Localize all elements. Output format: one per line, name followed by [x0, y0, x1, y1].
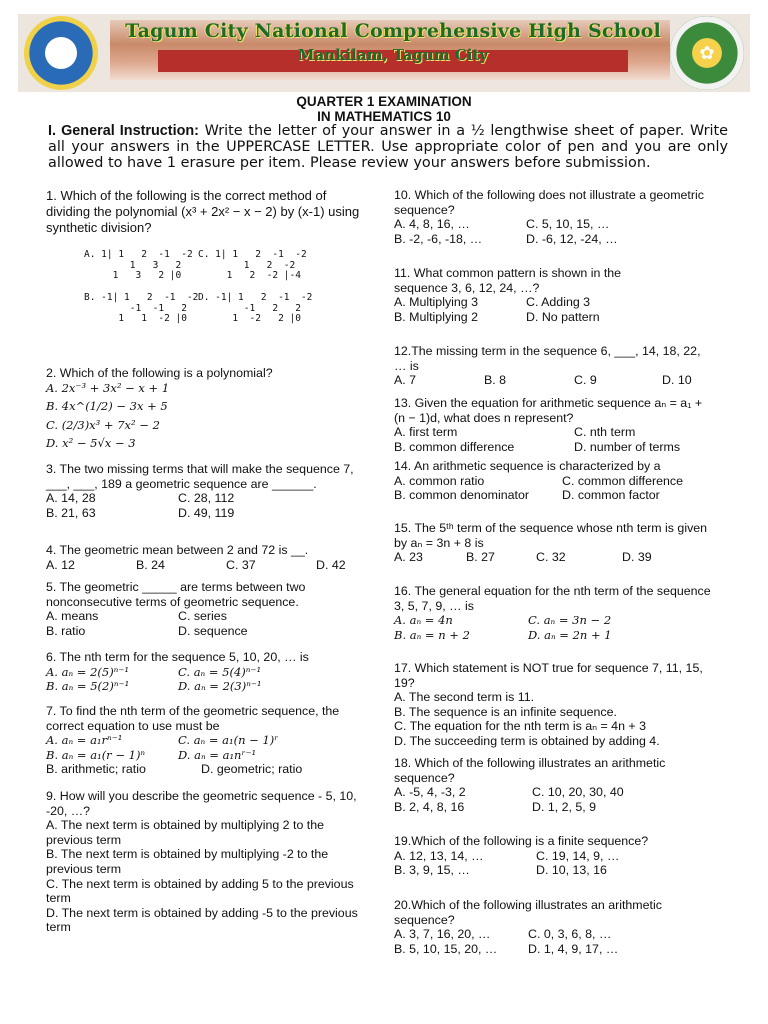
option-d: D. aₙ = 2(3)ⁿ⁻¹ [178, 679, 262, 694]
option-c: C. 0, 3, 6, 8, … [528, 927, 612, 942]
option-a: A. The next term is obtained by multiplying 2 to the previous term [46, 818, 325, 847]
question-stem: 10. Which of the following does not illustrate a geometric sequence? [394, 188, 704, 217]
question-stem: 12.The missing term in the sequence 6, ___, 14, 18, 22, … is [394, 344, 701, 373]
question-stem: 7. To find the nth term of the geometric sequence, the correct equation to use must be [46, 704, 340, 733]
option-d: D. aₙ = a₁nʳ⁻¹ [178, 747, 257, 762]
school-seal-icon: ✿ [670, 16, 744, 90]
option-b: B. aₙ = a₁(r − 1)ⁿ [46, 747, 146, 762]
question-2 [46, 366, 366, 451]
option-c: C. 5, 10, 15, … [526, 217, 610, 232]
option-c: C. The equation for the nth term is aₙ = 4n + 3 [394, 719, 646, 734]
option-c: C. series [178, 609, 227, 624]
option-c: C. 9 [574, 373, 597, 388]
option-d: D. 49, 119 [178, 505, 235, 520]
question-17 [394, 661, 712, 749]
header-banner [18, 14, 750, 92]
question-stem: 5. The geometric _____ are terms between two nonconsecutive terms of geometric sequence. [46, 580, 306, 609]
extra-option-b: B. arithmetic; ratio [46, 762, 146, 777]
option-a: A. 2x⁻³ + 3x² − x + 1 [46, 380, 170, 395]
question-6 [46, 650, 356, 694]
question-10 [394, 188, 714, 246]
option-c: C. nth term [574, 425, 636, 440]
option-b: B. 8 [484, 373, 507, 388]
question-5 [46, 580, 346, 638]
option-d: D. 1, 2, 5, 9 [532, 799, 597, 814]
question-stem: 1. Which of the following is the correct method of dividing the polynomial (x³ + 2x² − x − 2) by (x-1) using synthetic division? [46, 188, 360, 235]
option-a: A. aₙ = 4n [394, 613, 453, 628]
option-c: C. aₙ = a₁(n − 1)ʳ [178, 733, 279, 748]
option-b: B. 5, 10, 15, 20, … [394, 941, 498, 956]
option-d: D. -6, 12, -24, … [526, 231, 618, 246]
question-19 [394, 834, 712, 878]
question-stem: 16. The general equation for the nth term of the sequence 3, 5, 7, 9, … is [394, 584, 711, 613]
option-c: C. 28, 112 [178, 491, 235, 506]
extra-option-d: D. geometric; ratio [201, 762, 303, 777]
option-b: B. common denominator [394, 488, 529, 503]
question-stem: 19.Which of the following is a finite sequence? [394, 834, 649, 848]
option-a: A. aₙ = 2(5)ⁿ⁻¹ [46, 664, 130, 679]
option-c: C. The next term is obtained by adding 5 to the previous term [46, 876, 354, 906]
option-c: C. 19, 14, 9, … [536, 848, 620, 863]
question-stem: 18. Which of the following illustrates an arithmetic sequence? [394, 756, 666, 785]
option-c: C. aₙ = 5(4)ⁿ⁻¹ [178, 664, 262, 679]
option-c: C. common difference [562, 473, 683, 488]
option-d: D. aₙ = 2n + 1 [528, 627, 612, 642]
question-18 [394, 756, 700, 814]
question-13 [394, 396, 712, 454]
option-d: D. 42 [316, 557, 346, 572]
option-d: D. 39 [622, 550, 652, 565]
question-stem: 6. The nth term for the sequence 5, 10, 20, … is [46, 650, 309, 664]
option-b: B. aₙ = 5(2)ⁿ⁻¹ [46, 679, 130, 694]
option-a: A. 4, 8, 16, … [394, 217, 470, 232]
question-stem: 20.Which of the following illustrates an arithmetic sequence? [394, 898, 662, 927]
option-d: D. number of terms [574, 439, 681, 454]
question-20 [394, 898, 700, 956]
option-b: B. The next term is obtained by multiplying -2 to the previous term [46, 847, 329, 876]
option-c: C. (2/3)x³ + 7x² − 2 [46, 417, 160, 432]
question-stem: 15. The 5ᵗʰ term of the sequence whose nth term is given by aₙ = 3n + 8 is [394, 521, 708, 550]
synthetic-division-option-c: C. 1| 1 2 -1 -2 1 2 -2 1 2 -2 |-4 [198, 249, 307, 281]
question-stem: 14. An arithmetic sequence is characterized by a [394, 459, 661, 473]
option-b: B. aₙ = n + 2 [394, 627, 470, 642]
option-b: B. The sequence is an infinite sequence. [394, 704, 617, 719]
option-d: D. 10, 13, 16 [536, 863, 607, 878]
option-b: B. 24 [136, 557, 165, 572]
question-16 [394, 584, 712, 642]
option-a: A. common ratio [394, 473, 485, 488]
option-d: D. No pattern [526, 309, 600, 324]
option-d: D. sequence [178, 623, 248, 638]
question-11 [394, 266, 664, 324]
exam-title: QUARTER 1 EXAMINATION [296, 94, 472, 109]
question-stem: 11. What common pattern is shown in the sequence 3, 6, 12, 24, …? [394, 266, 622, 295]
synthetic-division-option-a: A. 1| 1 2 -1 -2 1 3 2 1 3 2 |0 [84, 249, 193, 281]
option-a: A. Multiplying 3 [394, 295, 479, 310]
question-7 [46, 704, 356, 777]
option-b: B. 27 [466, 550, 495, 565]
question-stem: 13. Given the equation for arithmetic sequence aₙ = a₁ + (n − 1)d, what does n represent? [394, 396, 703, 425]
option-a: A. 23 [394, 550, 423, 565]
option-b: B. 4x^(1/2) − 3x + 5 [46, 399, 168, 414]
option-a: A. -5, 4, -3, 2 [394, 785, 466, 800]
option-a: A. 14, 28 [46, 491, 96, 506]
question-stem: 4. The geometric mean between 2 and 72 is __. [46, 543, 309, 557]
general-instruction [48, 123, 728, 171]
option-b: B. common difference [394, 439, 515, 454]
synthetic-division-option-b: B. -1| 1 2 -1 -2 -1 -1 2 1 1 -2 |0 [84, 292, 199, 324]
option-d: D. The succeeding term is obtained by adding 4. [394, 733, 660, 748]
question-1 [46, 188, 366, 236]
question-stem: 9. How will you describe the geometric sequence - 5, 10, -20, …? [46, 789, 357, 818]
question-12 [394, 344, 706, 388]
option-d: D. 1, 4, 9, 17, … [528, 941, 619, 956]
option-d: D. common factor [562, 488, 660, 503]
synthetic-division-option-d: D. -1| 1 2 -1 -2 -1 2 2 1 -2 2 |0 [198, 292, 313, 324]
option-a: A. aₙ = a₁rⁿ⁻¹ [46, 733, 123, 748]
option-b: B. Multiplying 2 [394, 309, 479, 324]
option-c: C. 10, 20, 30, 40 [532, 785, 624, 800]
option-d: D. x² − 5√x − 3 [46, 436, 136, 451]
option-b: B. ratio [46, 623, 86, 638]
option-d: D. The next term is obtained by adding -5 to the previous term [46, 905, 358, 935]
option-a: A. means [46, 609, 99, 624]
option-c: C. Adding 3 [526, 295, 591, 310]
school-location: Mankilam, Tagum City [297, 46, 489, 64]
question-14 [394, 459, 712, 503]
option-c: C. 37 [226, 557, 256, 572]
option-a: A. first term [394, 425, 458, 440]
option-d: D. 10 [662, 373, 692, 388]
question-4 [46, 543, 356, 572]
option-a: A. The second term is 11. [394, 690, 535, 705]
question-9 [46, 789, 358, 935]
option-a: A. 12, 13, 14, … [394, 848, 484, 863]
option-a: A. 7 [394, 373, 417, 388]
deped-seal-icon: ✦ [24, 16, 98, 90]
option-a: A. 3, 7, 16, 20, … [394, 927, 491, 942]
option-b: B. 3, 9, 15, … [394, 863, 470, 878]
option-b: B. 2, 4, 8, 16 [394, 799, 465, 814]
option-a: A. 12 [46, 557, 75, 572]
option-c: C. 32 [536, 550, 566, 565]
instruction-text: Write the letter of your answer in a ½ lengthwise sheet of paper. Write all your answers in the UPPERCASE LETTER. Use appropriate color of pen and you are only allowed to have 1 erasure per item. Please review your answers before submission. [48, 123, 728, 171]
option-b: B. 21, 63 [46, 505, 96, 520]
instruction-label: I. General Instruction: [48, 123, 199, 139]
question-stem: 17. Which statement is NOT true for sequence 7, 11, 15, 19? [394, 661, 703, 690]
exam-subject: IN MATHEMATICS 10 [317, 109, 451, 124]
question-stem: 2. Which of the following is a polynomial? [46, 366, 273, 380]
question-15 [394, 521, 712, 565]
option-c: C. aₙ = 3n − 2 [528, 613, 612, 628]
school-name: Tagum City National Comprehensive High School [125, 20, 661, 42]
question-3 [46, 462, 356, 520]
question-stem: 3. The two missing terms that will make the sequence 7, ___, ___, 189 a geometric sequence are ______. [46, 462, 354, 491]
option-b: B. -2, -6, -18, … [394, 231, 483, 246]
